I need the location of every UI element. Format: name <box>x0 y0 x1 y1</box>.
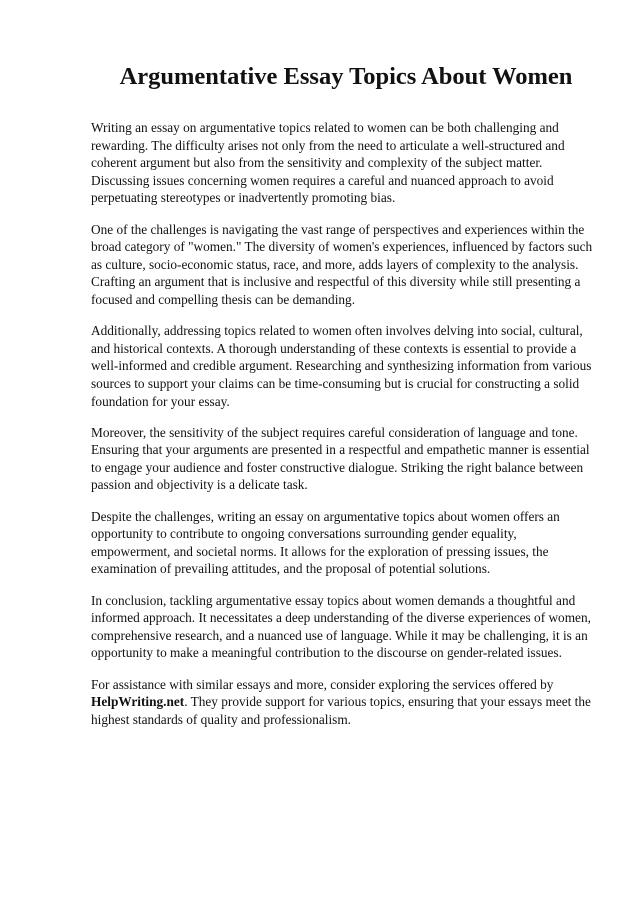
paragraph-context: Additionally, addressing topics related to women often involves delving into social, cultural, and historical contexts. A thorough understanding of these contexts is essential to provide a well-informed and credible argument. Researching and synthesizing information from various sources to support your claims can be time-consuming but is crucial for constructing a solid foundation for your essay. <box>91 323 592 409</box>
paragraph-opportunity: Despite the challenges, writing an essay on argumentative topics about women offers an opportunity to contribute to ongoing conversations surrounding gender equality, empowerment, and societal norms. It allows for the exploration of pressing issues, the examination of prevailing attitudes, and the proposal of potential solutions. <box>91 508 560 577</box>
paragraph-assistance <box>91 676 595 729</box>
paragraph-intro: Writing an essay on argumentative topics related to women can be both challenging and rewarding. The difficulty arises not only from the need to articulate a well-structured and coherent argument but also from the sensitivity and complexity of the subject matter. Discussing issues concerning women requires a careful and nuanced approach to avoid perpetuating stereotypes or inadvertently promoting bias. <box>91 120 565 206</box>
paragraph-conclusion: In conclusion, tackling argumentative essay topics about women demands a thoughtful and informed approach. It necessitates a deep understanding of the diverse experiences of women, comprehensive research, and a nuanced use of language. While it may be challenging, it is an opportunity to make a meaningful contribution to the discourse on gender-related issues. <box>91 592 591 661</box>
helpwriting-link[interactable]: HelpWriting.net <box>91 694 185 710</box>
assistance-lead-text: For assistance with similar essays and more, consider exploring the services offered by <box>91 676 554 692</box>
document-body <box>91 119 595 742</box>
assistance-tail-text: . They provide support for various topics, ensuring that your essays meet the highest standards of quality and professionalism. <box>91 694 591 727</box>
paragraph-challenges: One of the challenges is navigating the vast range of perspectives and experiences within the broad category of "women." The diversity of women's experiences, influenced by factors such as culture, socio-economic status, race, and more, adds layers of complexity to the analysis. Crafting an argument that is inclusive and respectful of this diversity while still presenting a focused and compelling thesis can be demanding. <box>91 221 593 307</box>
paragraph-sensitivity: Moreover, the sensitivity of the subject requires careful consideration of language and tone. Ensuring that your arguments are presented in a respectful and empathetic manner is essential to engage your audience and foster constructive dialogue. Striking the right balance between passion and objectivity is a delicate task. <box>91 424 590 493</box>
document-title: Argumentative Essay Topics About Women <box>119 63 573 90</box>
